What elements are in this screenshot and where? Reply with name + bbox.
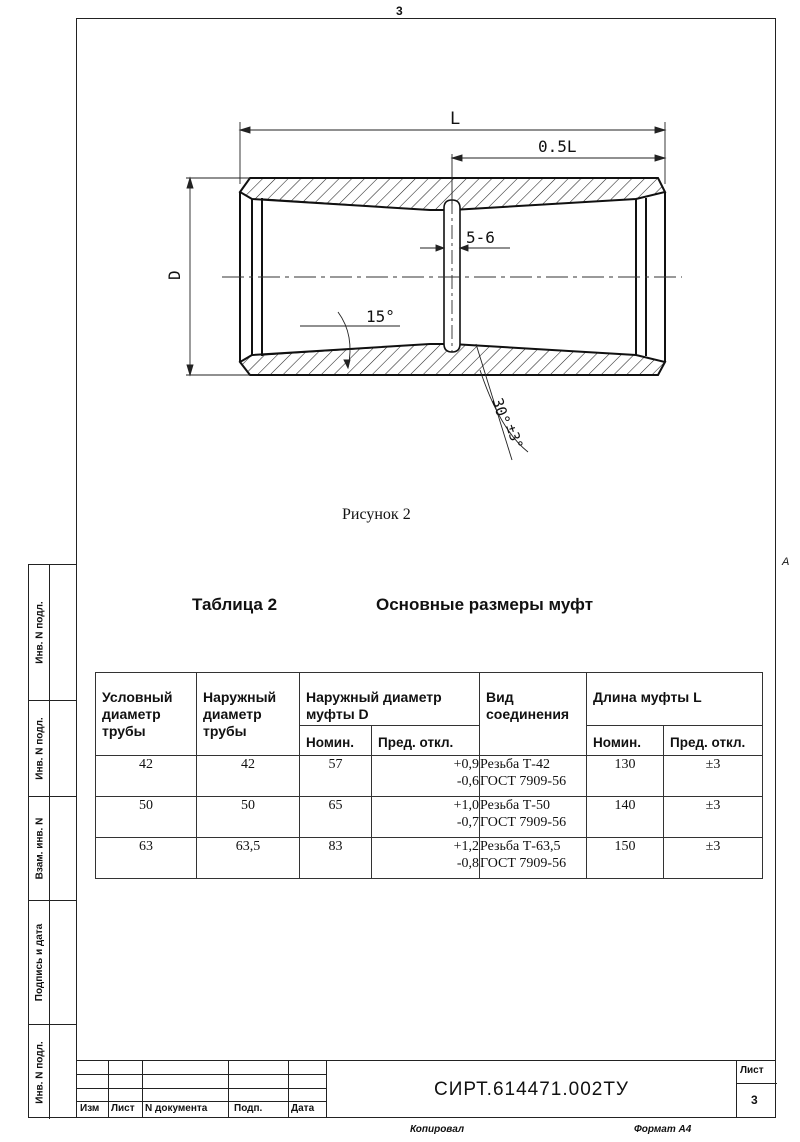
edge-mark: А (782, 556, 790, 568)
sheet-box (736, 1060, 776, 1118)
angle-chamfer-label: 30° (488, 395, 514, 428)
cell-l-tol: ±3 (664, 797, 763, 838)
title-block (76, 1060, 776, 1118)
dim-length-label: L (450, 109, 461, 129)
cell-l-nom: 140 (587, 797, 664, 838)
strip-label: Инв. N подл. (34, 717, 46, 780)
standard: ГОСТ 7909-56 (480, 856, 567, 871)
cell-l-tol: ±3 (664, 756, 763, 797)
table-header-row (96, 673, 763, 726)
strip-label: Взам. инв. N (34, 817, 46, 880)
dim-groove-label: 5-6 (466, 228, 495, 247)
cell-outer: 63,5 (197, 838, 300, 879)
dim-half-length-label: 0.5L (538, 137, 577, 156)
document-code: СИРТ.614471.002ТУ (326, 1060, 736, 1118)
header-outer-pipe-diameter: Наружный диаметр трубы (197, 673, 300, 756)
angle-chamfer-tol-label: ±3° (502, 422, 526, 452)
col-izm: Изм (80, 1103, 100, 1114)
standard: ГОСТ 7909-56 (480, 774, 567, 789)
cell-connection (480, 838, 587, 879)
cell-dn: 50 (96, 797, 197, 838)
sheet-number: 3 (751, 1093, 758, 1107)
table-title: Основные размеры муфт (376, 595, 594, 614)
table-row (96, 838, 763, 879)
tol-pos: +0,9 (453, 757, 479, 772)
cell-connection (480, 756, 587, 797)
footer-copied: Копировал (410, 1124, 465, 1135)
cell-d-nom: 83 (300, 838, 372, 879)
tol-neg: -0,8 (456, 856, 479, 871)
header-coupling-length: Длина муфты L (587, 673, 763, 726)
header-l-tolerance: Пред. откл. (664, 726, 763, 756)
header-coupling-outer-diameter: Наружный диаметр муфты D (300, 673, 480, 726)
dimensions-table (95, 672, 763, 879)
cell-connection (480, 797, 587, 838)
page-number: 3 (396, 4, 403, 18)
tol-pos: +1,2 (453, 839, 479, 854)
coupling-drawing (150, 100, 710, 480)
table-row (96, 797, 763, 838)
cell-d-tol (372, 838, 480, 879)
cell-outer: 50 (197, 797, 300, 838)
strip-label: Подпись и дата (34, 923, 46, 1002)
tol-neg: -0,7 (456, 815, 479, 830)
cell-l-nom: 150 (587, 838, 664, 879)
standard: ГОСТ 7909-56 (480, 815, 567, 830)
cell-d-tol (372, 797, 480, 838)
header-nominal-pipe-diameter: Условный диаметр трубы (96, 673, 197, 756)
strip-cell-vzam (29, 797, 77, 901)
footer-format: Формат А4 (634, 1124, 692, 1135)
cell-outer: 42 (197, 756, 300, 797)
strip-cell-inv-top (29, 565, 77, 701)
header-connection-type: Вид соединения (480, 673, 587, 756)
table-label: Таблица 2 (192, 595, 278, 614)
col-podp: Подп. (234, 1103, 263, 1114)
strip-cell-signature (29, 901, 77, 1025)
tol-pos: +1,0 (453, 798, 479, 813)
cell-d-nom: 57 (300, 756, 372, 797)
col-list: Лист (111, 1103, 135, 1114)
col-doc: N документа (145, 1103, 208, 1114)
strip-label: Инв. N подл. (34, 1040, 46, 1104)
header-d-tolerance: Пред. откл. (372, 726, 480, 756)
cell-dn: 42 (96, 756, 197, 797)
header-l-nominal: Номин. (587, 726, 664, 756)
angle-taper-label: 15° (366, 307, 395, 326)
cell-d-tol (372, 756, 480, 797)
strip-cell-inv-mid (29, 701, 77, 797)
cell-dn: 63 (96, 838, 197, 879)
strip-cell-inv-bottom (29, 1025, 77, 1119)
figure-caption: Рисунок 2 (342, 506, 411, 523)
cell-l-tol: ±3 (664, 838, 763, 879)
side-strip (28, 564, 76, 1118)
dim-diameter-label: D (165, 270, 184, 280)
thread: Резьба Т-63,5 (480, 839, 561, 854)
sheet-label: Лист (740, 1065, 764, 1076)
cell-l-nom: 130 (587, 756, 664, 797)
table-row (96, 756, 763, 797)
header-d-nominal: Номин. (300, 726, 372, 756)
thread: Резьба Т-42 (480, 757, 550, 772)
col-data: Дата (291, 1103, 315, 1114)
strip-label: Инв. N подл. (34, 601, 46, 664)
thread: Резьба Т-50 (480, 798, 550, 813)
tol-neg: -0,6 (456, 774, 479, 789)
cell-d-nom: 65 (300, 797, 372, 838)
revision-grid (76, 1060, 326, 1118)
